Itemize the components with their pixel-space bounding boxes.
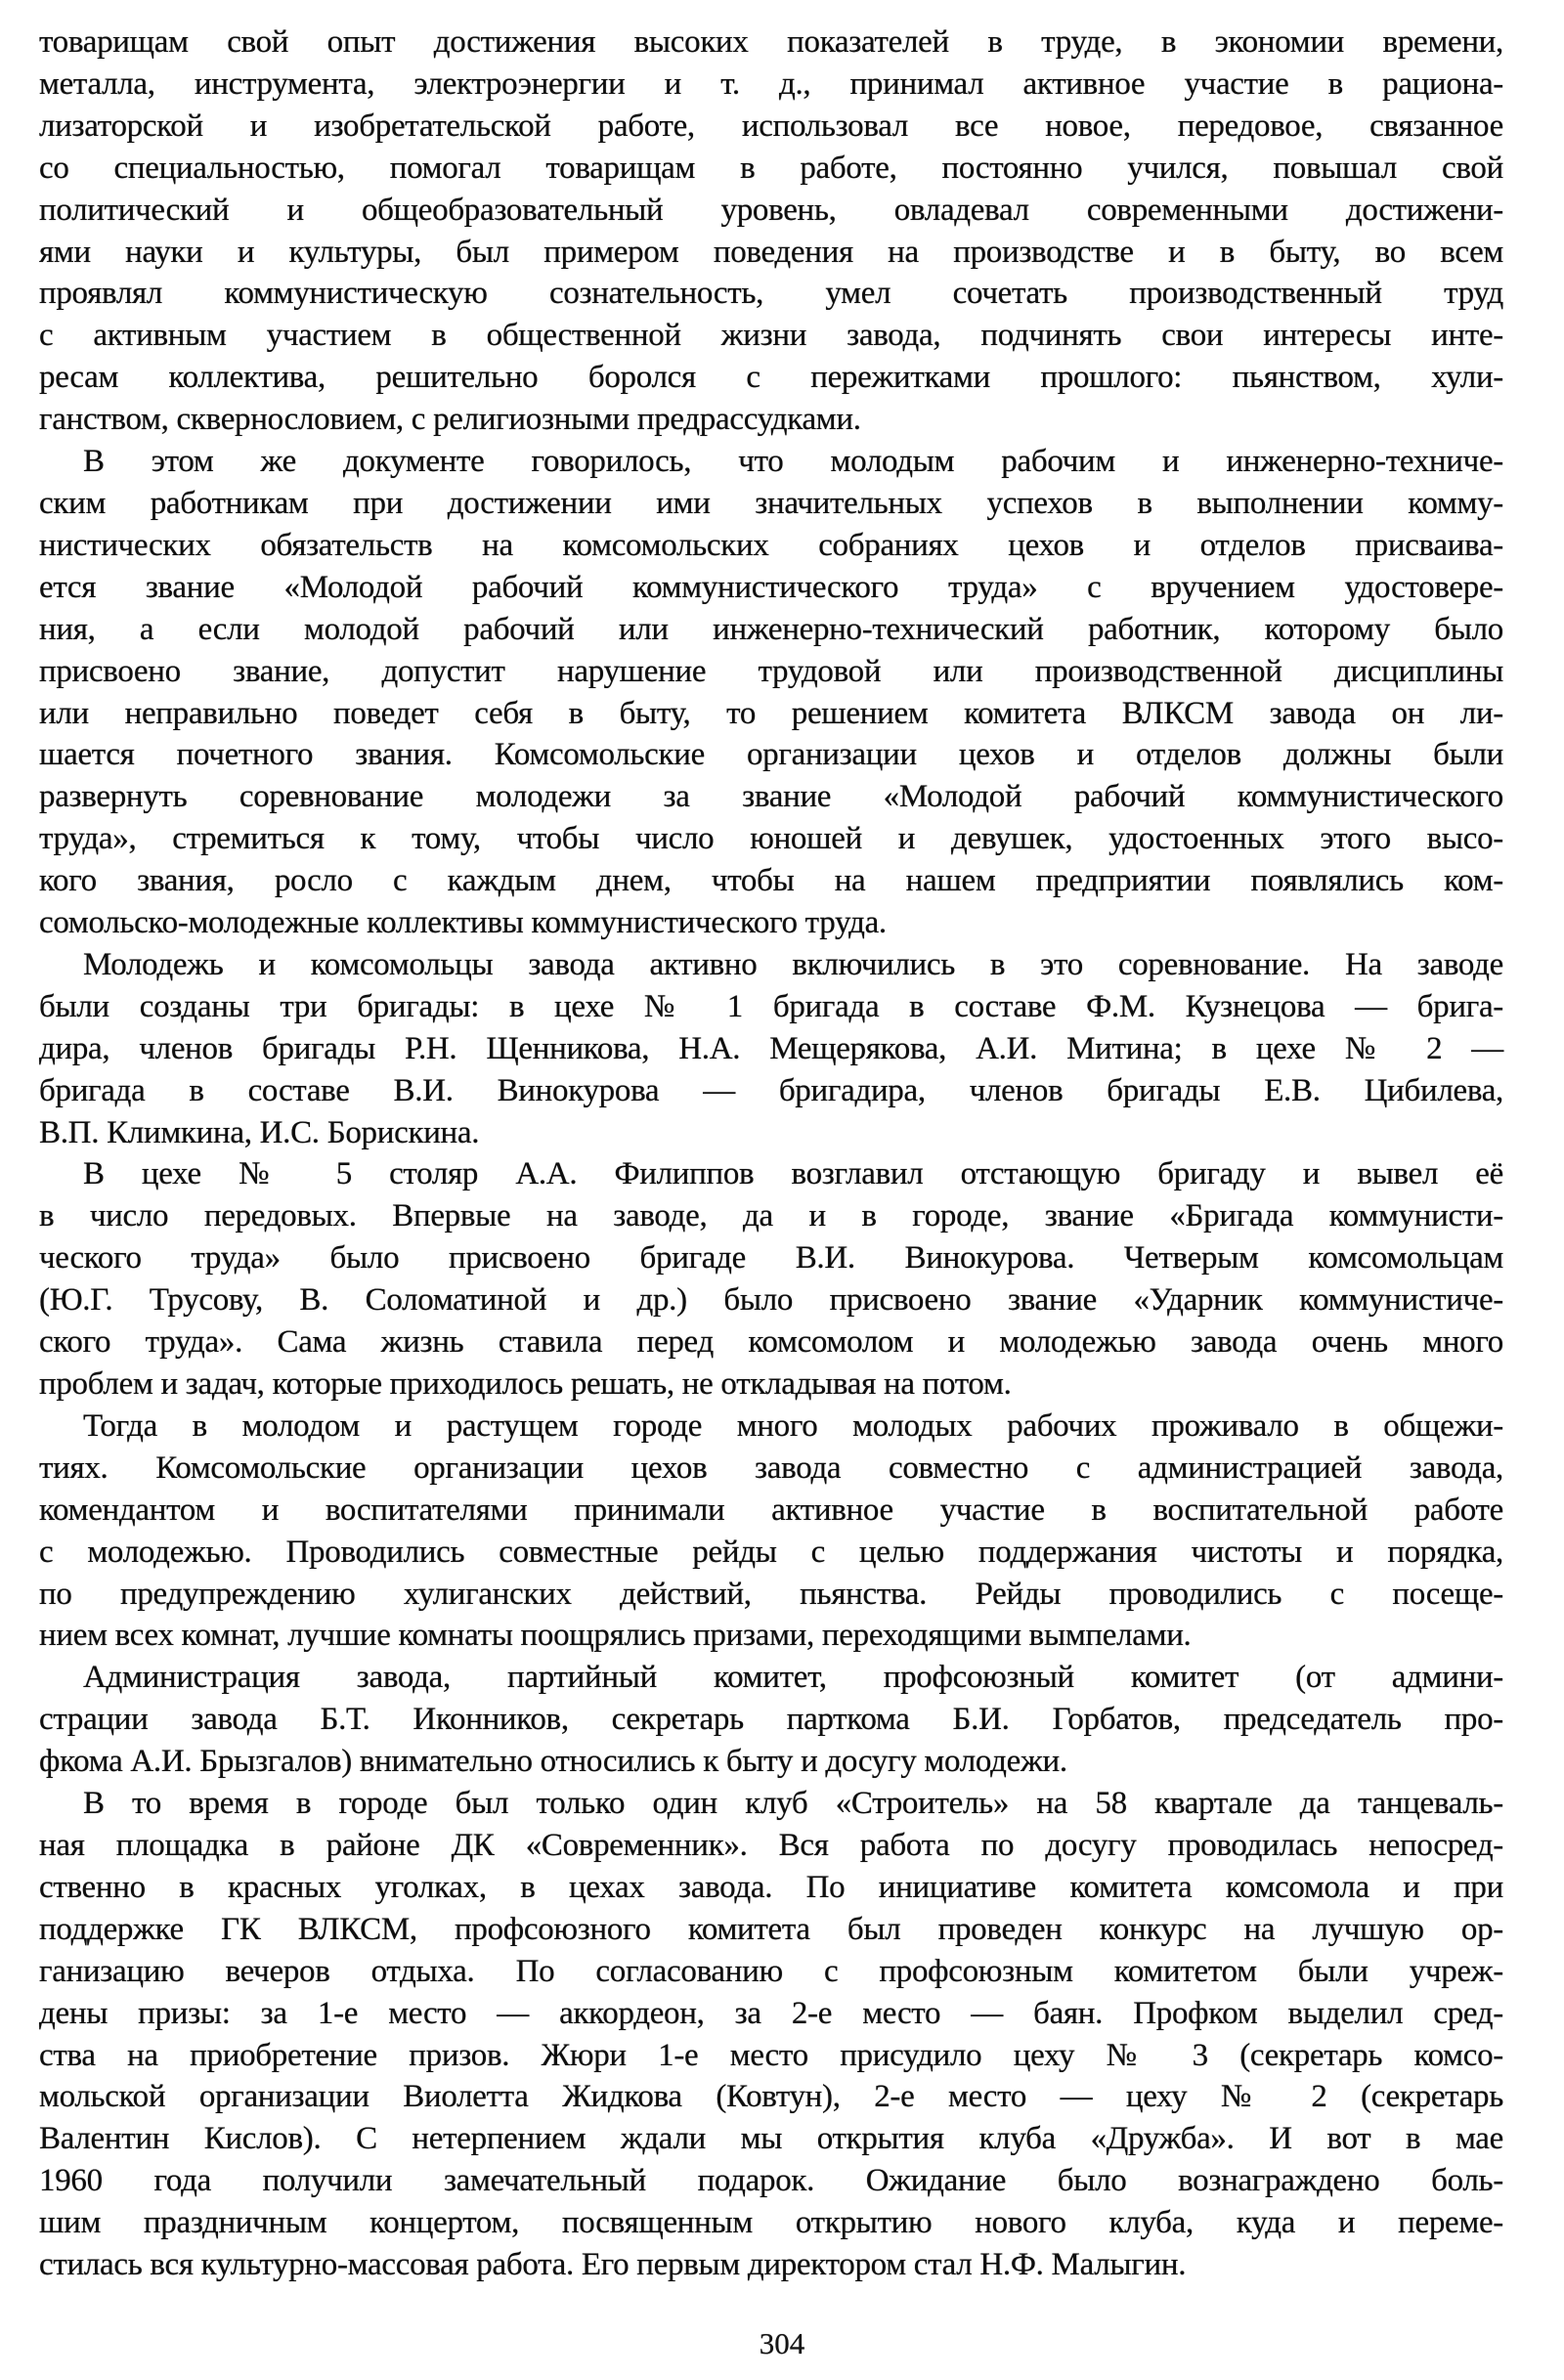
text-line: лизаторской и изобретательской работе, использовал все новое, передовое, связанное — [39, 108, 1503, 144]
text-line: со специальностью, помогал товарищам в работе, постоянно учился, повышал свой — [39, 150, 1503, 186]
text-line: стилась вся культурно-массовая работа. Его первым директором стал Н.Ф. Малыгин. — [39, 2247, 1187, 2283]
text-line: ства на приобретение призов. Жюри 1-е место присудило цеху № 3 (секретарь комсо- — [39, 2037, 1503, 2073]
text-line: дира, членов бригады Р.Н. Щенникова, Н.А. Мещерякова, А.И. Митина; в цехе № 2 — — [39, 1030, 1503, 1066]
text-line: нистических обязательств на комсомольских собраниях цехов и отделов присваива- — [39, 527, 1503, 563]
paragraph — [39, 1406, 1503, 1657]
text-line: в число передовых. Впервые на заводе, да и в городе, звание «Бригада коммунисти- — [39, 1198, 1503, 1234]
text-line: шается почетного звания. Комсомольские организации цехов и отделов должны были — [39, 737, 1503, 773]
text-line: Администрация завода, партийный комитет, профсоюзный комитет (от админи- — [83, 1660, 1503, 1696]
paragraph — [39, 22, 1503, 441]
text-line: ганством, сквернословием, с религиозными предрассудками. — [39, 402, 861, 438]
text-line: мольской организации Виолетта Жидкова (Ковтун), 2-е место — цеху № 2 (секретарь — [39, 2079, 1503, 2115]
text-line: ями науки и культуры, был примером поведения на производстве и в быту, во всем — [39, 234, 1503, 270]
text-line: 1960 года получили замечательный подарок. Ожидание было вознаграждено боль- — [39, 2163, 1503, 2199]
text-line: товарищам свой опыт достижения высоких показателей в труде, в экономии времени, — [39, 24, 1503, 60]
paragraph — [39, 441, 1503, 944]
text-line: Молодежь и комсомольцы завода активно включились в это соревнование. На заводе — [83, 946, 1503, 982]
text-line: развернуть соревнование молодежи за звание «Молодой рабочий коммунистического — [39, 779, 1503, 815]
text-line: труда», стремиться к тому, чтобы число юношей и девушек, удостоенных этого высо- — [39, 821, 1503, 857]
text-line: присвоено звание, допустит нарушение трудовой или производственной дисциплины — [39, 653, 1503, 689]
text-line: комендантом и воспитателями принимали активное участие в воспитательной работе — [39, 1492, 1503, 1528]
paragraph — [39, 944, 1503, 1154]
paragraph — [39, 1783, 1503, 2286]
text-line: В цехе № 5 столяр А.А. Филиппов возглавил отстающую бригаду и вывел её — [83, 1156, 1503, 1192]
text-line: бригада в составе В.И. Винокурова — бригадира, членов бригады Е.В. Цибилева, — [39, 1072, 1503, 1108]
text-line: В.П. Климкина, И.С. Борискина. — [39, 1114, 480, 1150]
text-line: ского труда». Сама жизнь ставила перед комсомолом и молодежью завода очень много — [39, 1324, 1503, 1361]
text-line: ная площадка в районе ДК «Современник». Вся работа по досугу проводилась непосред- — [39, 1827, 1503, 1863]
text-line: были созданы три бригады: в цехе № 1 бригада в составе Ф.М. Кузнецова — брига- — [39, 988, 1503, 1024]
text-line: фкома А.И. Брызгалов) внимательно относились к быту и досугу молодежи. — [39, 1744, 1067, 1780]
text-line: ния, а если молодой рабочий или инженерно-технический работник, которому было — [39, 611, 1503, 647]
text-line: ется звание «Молодой рабочий коммунистического труда» с вручением удостовере- — [39, 569, 1503, 605]
text-line: страции завода Б.Т. Иконников, секретарь парткома Б.И. Горбатов, председатель про- — [39, 1702, 1503, 1738]
text-line: проблем и задач, которые приходилось решать, не откладывая на потом. — [39, 1366, 1012, 1402]
text-line: ственно в красных уголках, в цехах завода. По инициативе комитета комсомола и при — [39, 1869, 1503, 1905]
text-line: кого звания, росло с каждым днем, чтобы на нашем предприятии появлялись ком- — [39, 863, 1503, 899]
text-line: ским работникам при достижении ими значительных успехов в выполнении комму- — [39, 485, 1503, 521]
text-line: В то время в городе был только один клуб «Строитель» на 58 квартале да танцеваль- — [83, 1786, 1503, 1822]
text-line: Валентин Кислов). С нетерпением ждали мы открытия клуба «Дружба». И вот в мае — [39, 2121, 1503, 2157]
text-line: или неправильно поведет себя в быту, то решением комитета ВЛКСМ завода он ли- — [39, 695, 1503, 731]
text-line: дены призы: за 1-е место — аккордеон, за 2-е место — баян. Профком выделил сред- — [39, 1995, 1503, 2031]
text-line: ганизацию вечеров отдыха. По согласованию с профсоюзным комитетом были учреж- — [39, 1953, 1503, 1989]
text-line: проявлял коммунистическую сознательность, умел сочетать производственный труд — [39, 276, 1503, 312]
text-line: (Ю.Г. Трусову, В. Соломатиной и др.) было присвоено звание «Ударник коммунистиче- — [39, 1282, 1503, 1319]
text-line: с молодежью. Проводились совместные рейды с целью поддержания чистоты и порядка, — [39, 1534, 1503, 1570]
text-line: металла, инструмента, электроэнергии и т. д., принимал активное участие в рациона- — [39, 65, 1503, 102]
paragraph — [39, 1153, 1503, 1405]
text-line: поддержке ГК ВЛКСМ, профсоюзного комитета был проведен конкурс на лучшую ор- — [39, 1911, 1503, 1947]
text-line: тиях. Комсомольские организации цехов завода совместно с администрацией завода, — [39, 1450, 1503, 1486]
text-line: шим праздничным концертом, посвященным открытию нового клуба, куда и переме- — [39, 2205, 1503, 2241]
page-number: 304 — [759, 2326, 805, 2360]
text-line: с активным участием в общественной жизни завода, подчинять свои интересы инте- — [39, 318, 1503, 354]
text-line: по предупреждению хулиганских действий, пьянства. Рейды проводились с посеще- — [39, 1576, 1503, 1612]
text-line: сомольско-молодежные коллективы коммунистического труда. — [39, 905, 887, 941]
text-line: ческого труда» было присвоено бригаде В.И. Винокурова. Четверым комсомольцам — [39, 1240, 1503, 1277]
text-line: политический и общеобразовательный уровень, овладевал современными достижени- — [39, 192, 1503, 228]
text-line: В этом же документе говорилось, что молодым рабочим и инженерно-техниче- — [83, 444, 1503, 480]
text-line: ресам коллектива, решительно боролся с пережитками прошлого: пьянством, хули- — [39, 360, 1503, 396]
paragraph — [39, 1657, 1503, 1783]
text-line: Тогда в молодом и растущем городе много молодых рабочих проживало в общежи- — [83, 1407, 1503, 1444]
text-block — [39, 22, 1503, 2286]
text-line: нием всех комнат, лучшие комнаты поощрялись призами, переходящими вымпелами. — [39, 1618, 1192, 1654]
